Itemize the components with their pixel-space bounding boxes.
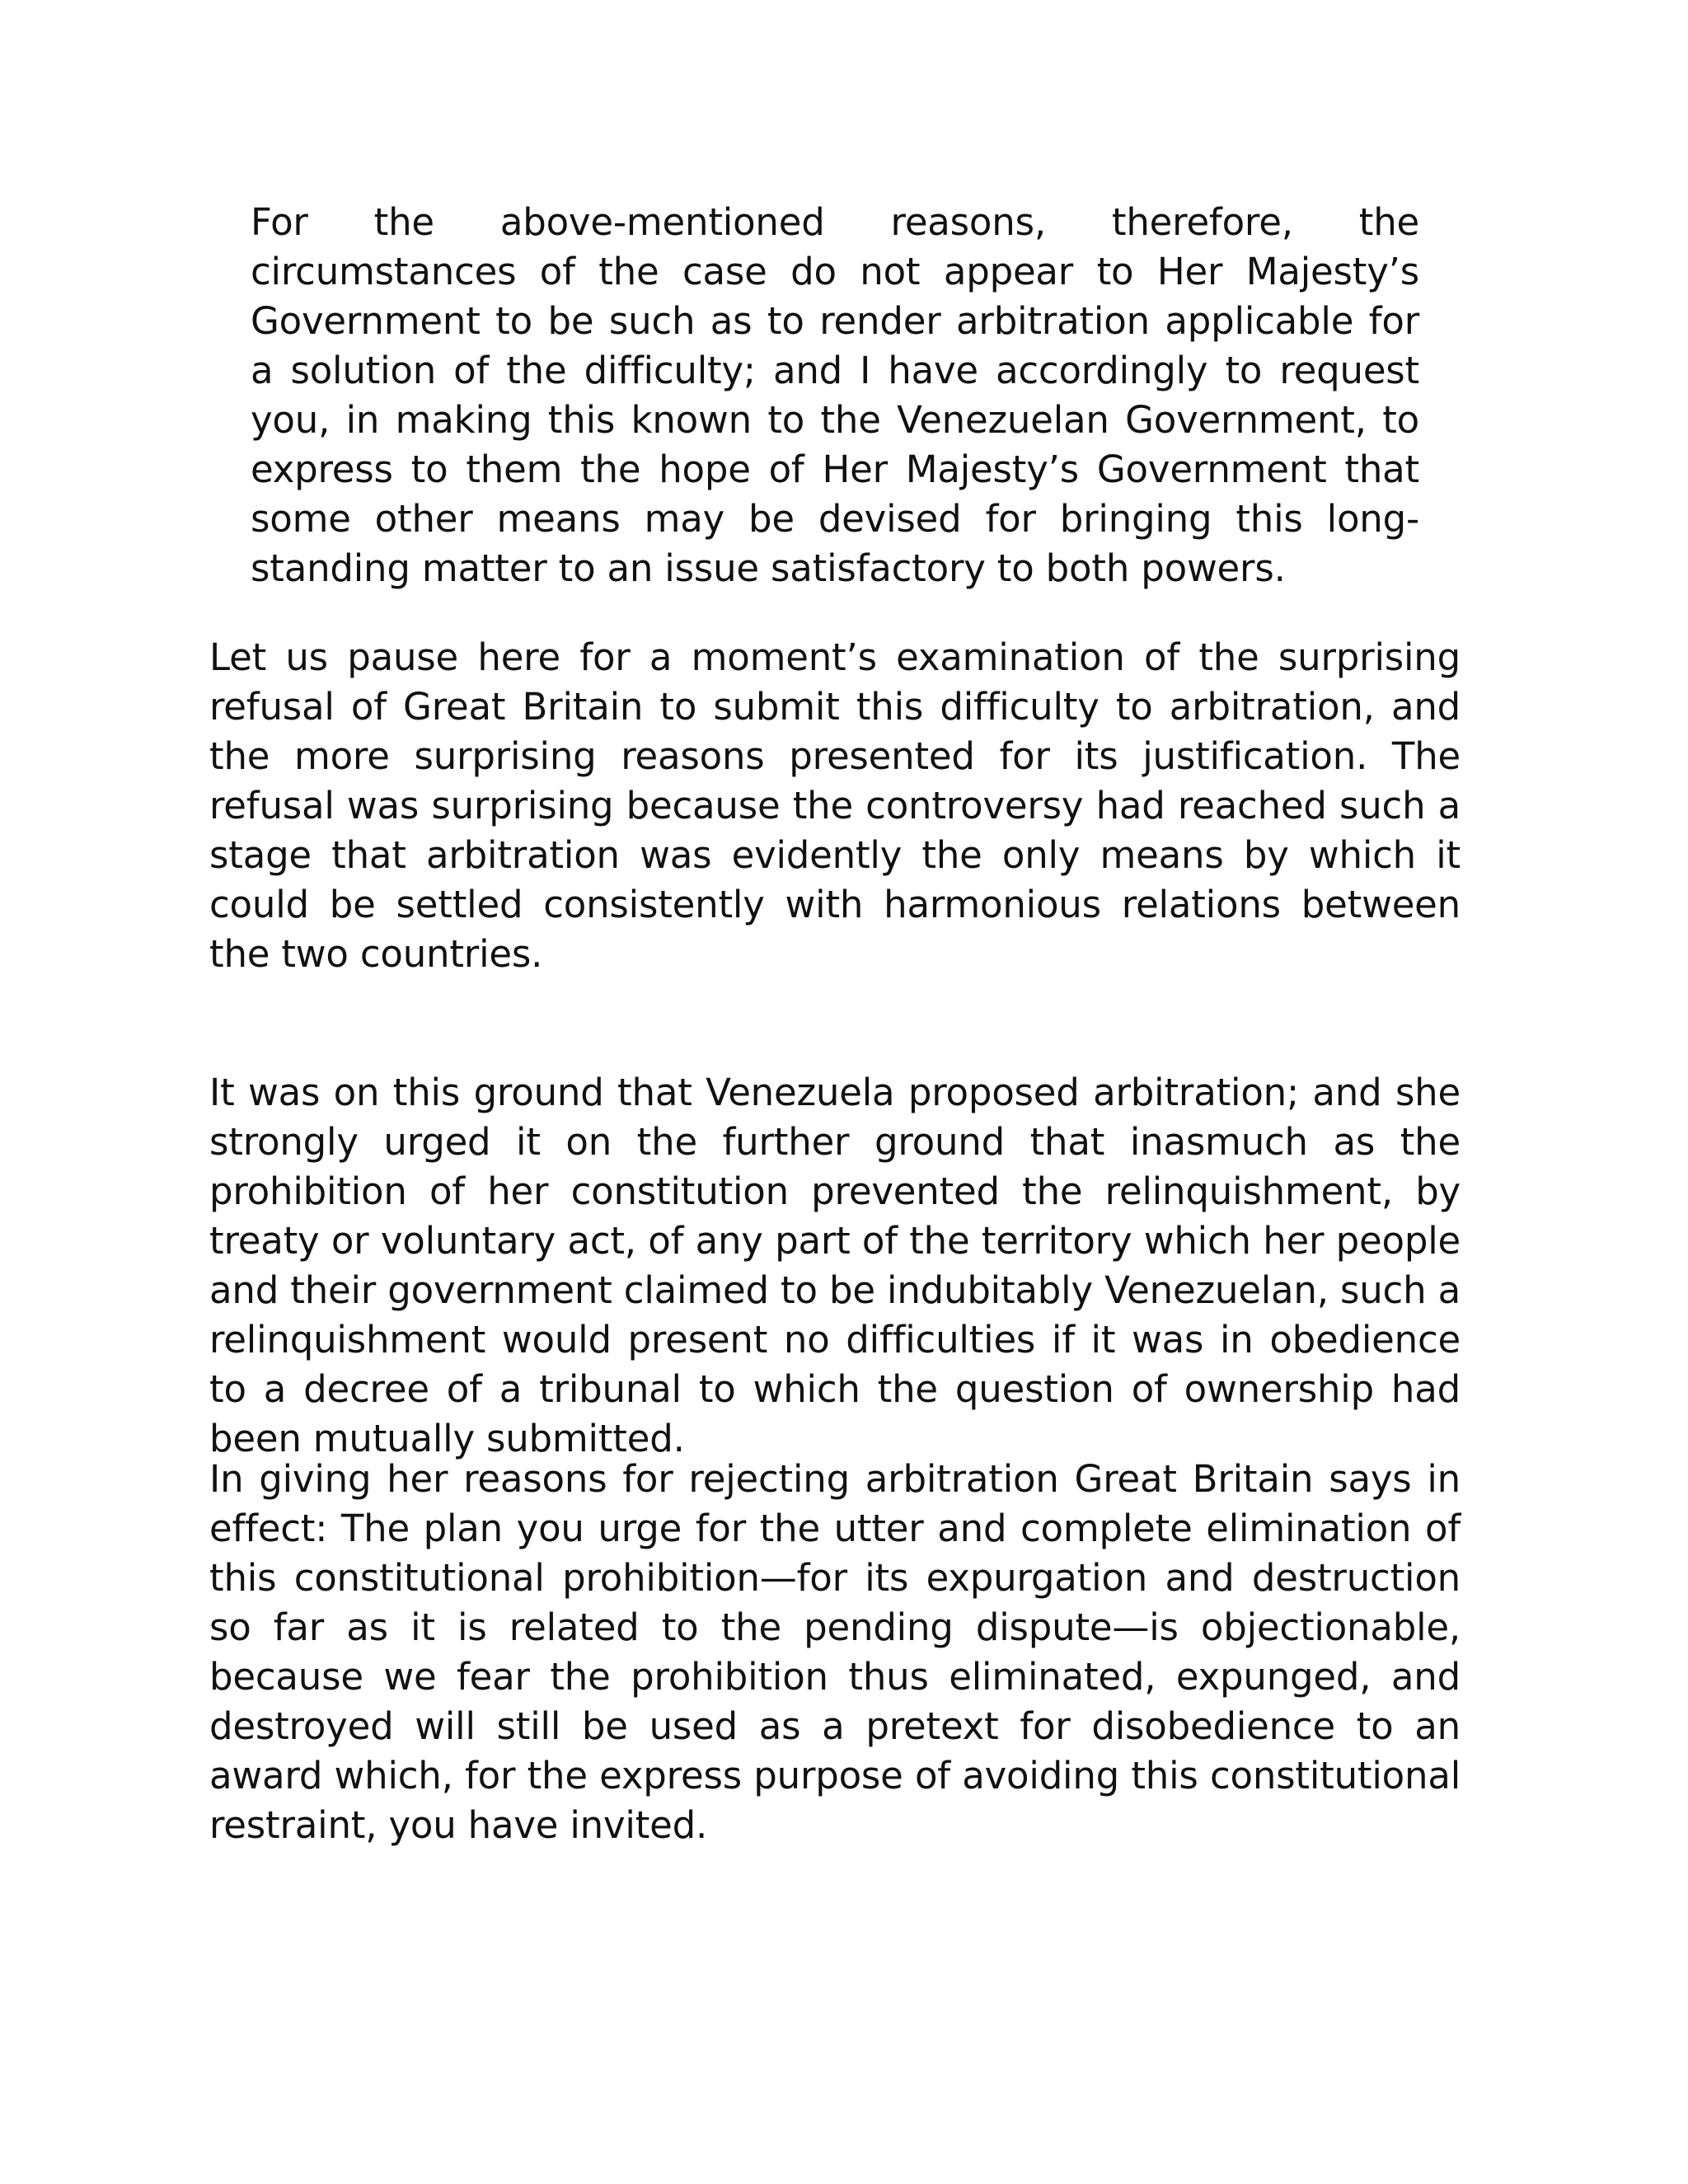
body-paragraph-3: In giving her reasons for rejecting arbitration Great Britain says in effect: The plan you urge for the utter and complete elimination of this constitutional prohibition—for its expurgation and destruction so far as it is related to the pending dispute—is objectionable, because we fear the prohibition thus eliminated, expunged, and destroyed will still be used as a pretext for disobedience to an award which, for the express purpose of avoiding this constitutional restraint, you have invited. [209, 1457, 1461, 1847]
block-quote: For the above-mentioned reasons, therefore, the circumstances of the case do not appear to Her Majesty’s Government to be such as to render arbitration applicable for a solution of the difficulty; and I have accordingly to request you, in making this known to the Venezuelan Government, to express to them the hope of Her Majesty’s Government that some other means may be devised for bringing this long-standing matter to an issue satisfactory to both powers. [251, 200, 1419, 590]
body-paragraph-2: It was on this ground that Venezuela proposed arbitration; and she strongly urged it on the further ground that inasmuch as the prohibition of her constitution prevented the relinquishment, by treaty or voluntary act, of any part of the territory which her people and their government claimed to be indubitably Venezuelan, such a relinquishment would present no difficulties if it was in obedience to a decree of a tribunal to which the question of ownership had been mutually submitted. [209, 1071, 1461, 1460]
body-paragraph-1: Let us pause here for a moment’s examination of the surprising refusal of Great Britain to submit this difficulty to arbitration, and the more surprising reasons presented for its justification. The refusal was surprising because the controversy had reached such a stage that arbitration was evidently the only means by which it could be settled consistently with harmonious relations between the two countries. [209, 635, 1461, 976]
